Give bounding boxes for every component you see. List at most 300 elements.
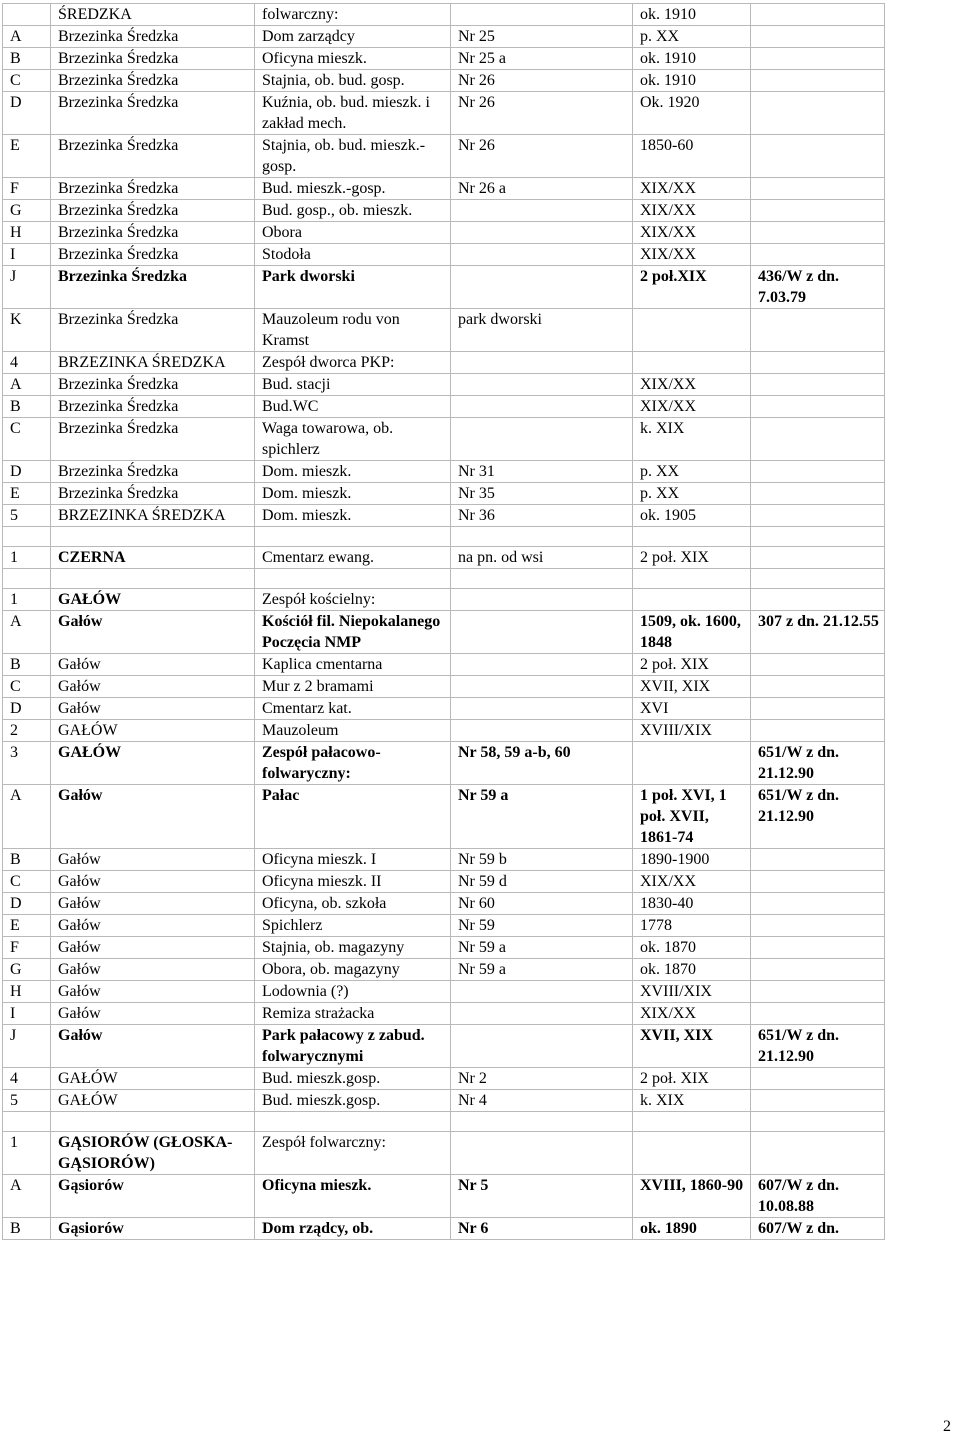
locality-cell: Gałów	[51, 871, 255, 893]
row-index-cell: 1	[3, 547, 51, 569]
address-cell	[451, 611, 633, 654]
row-index-cell: J	[3, 266, 51, 309]
empty-cell	[451, 569, 633, 589]
row-index-cell: A	[3, 374, 51, 396]
dating-cell: XVI	[633, 698, 751, 720]
dating-cell: XIX/XX	[633, 178, 751, 200]
locality-cell: CZERNA	[51, 547, 255, 569]
object-name-cell: Mauzoleum	[255, 720, 451, 742]
locality-cell: Gałów	[51, 785, 255, 849]
address-cell	[451, 244, 633, 266]
object-name-cell: Bud. mieszk.gosp.	[255, 1068, 451, 1090]
row-index-cell: I	[3, 244, 51, 266]
register-number-cell	[751, 374, 885, 396]
table-row	[3, 352, 885, 374]
dating-cell: k. XIX	[633, 1090, 751, 1112]
table-row	[3, 1090, 885, 1112]
register-number-cell	[751, 178, 885, 200]
object-name-cell: Oficyna mieszk. II	[255, 871, 451, 893]
address-cell: Nr 59 a	[451, 937, 633, 959]
register-number-cell	[751, 959, 885, 981]
dating-cell: XVII, XIX	[633, 676, 751, 698]
dating-cell: XVII, XIX	[633, 1025, 751, 1068]
register-number-cell	[751, 981, 885, 1003]
empty-cell	[3, 1112, 51, 1132]
register-number-cell	[751, 4, 885, 26]
table-row	[3, 70, 885, 92]
row-index-cell: C	[3, 418, 51, 461]
page-number: 2	[943, 1418, 951, 1435]
object-name-cell: Dom. mieszk.	[255, 461, 451, 483]
register-number-cell	[751, 396, 885, 418]
table-row	[3, 266, 885, 309]
address-cell: Nr 59 a	[451, 785, 633, 849]
locality-cell: Gałów	[51, 611, 255, 654]
object-name-cell: Bud. mieszk.gosp.	[255, 1090, 451, 1112]
row-index-cell: B	[3, 849, 51, 871]
row-index-cell: 5	[3, 505, 51, 527]
address-cell	[451, 654, 633, 676]
table-row	[3, 1218, 885, 1240]
row-index-cell: B	[3, 654, 51, 676]
table-row	[3, 4, 885, 26]
object-name-cell: Obora	[255, 222, 451, 244]
spacer-row	[3, 1112, 885, 1132]
object-name-cell: Kościół fil. Niepokalanego Poczęcia NMP	[255, 611, 451, 654]
table-row	[3, 26, 885, 48]
register-number-cell	[751, 1090, 885, 1112]
dating-cell: ok. 1890	[633, 1218, 751, 1240]
locality-cell: Brzezinka Średzka	[51, 200, 255, 222]
table-row	[3, 547, 885, 569]
object-name-cell: Pałac	[255, 785, 451, 849]
address-cell	[451, 374, 633, 396]
table-row	[3, 654, 885, 676]
table-row	[3, 698, 885, 720]
row-index-cell	[3, 4, 51, 26]
dating-cell: k. XIX	[633, 418, 751, 461]
dating-cell: XIX/XX	[633, 222, 751, 244]
register-number-cell	[751, 483, 885, 505]
address-cell	[451, 200, 633, 222]
address-cell: Nr 26	[451, 135, 633, 178]
table-row	[3, 742, 885, 785]
dating-cell: XVIII/XIX	[633, 981, 751, 1003]
register-number-cell: 607/W z dn. 10.08.88	[751, 1175, 885, 1218]
register-number-cell	[751, 698, 885, 720]
address-cell: Nr 26 a	[451, 178, 633, 200]
locality-cell: Gąsiorów	[51, 1175, 255, 1218]
locality-cell: Brzezinka Średzka	[51, 26, 255, 48]
empty-cell	[633, 569, 751, 589]
table-row	[3, 871, 885, 893]
address-cell	[451, 589, 633, 611]
table-row	[3, 611, 885, 654]
register-number-cell	[751, 505, 885, 527]
row-index-cell: 4	[3, 1068, 51, 1090]
locality-cell: Gałów	[51, 893, 255, 915]
address-cell: Nr 26	[451, 92, 633, 135]
row-index-cell: A	[3, 785, 51, 849]
table-row	[3, 396, 885, 418]
locality-cell: GAŁÓW	[51, 742, 255, 785]
object-name-cell: Oficyna mieszk.	[255, 48, 451, 70]
empty-cell	[3, 527, 51, 547]
table-row	[3, 849, 885, 871]
register-number-cell	[751, 547, 885, 569]
locality-cell: Gałów	[51, 676, 255, 698]
register-number-cell	[751, 720, 885, 742]
address-cell	[451, 720, 633, 742]
register-number-cell: 651/W z dn. 21.12.90	[751, 785, 885, 849]
dating-cell: Ok. 1920	[633, 92, 751, 135]
address-cell: Nr 26	[451, 70, 633, 92]
empty-cell	[451, 1112, 633, 1132]
monument-register-table	[2, 3, 885, 1240]
dating-cell: ok. 1905	[633, 505, 751, 527]
object-name-cell: Mur z 2 bramami	[255, 676, 451, 698]
register-number-cell	[751, 937, 885, 959]
register-number-cell	[751, 461, 885, 483]
object-name-cell: Dom rządcy, ob.	[255, 1218, 451, 1240]
locality-cell: Gałów	[51, 981, 255, 1003]
locality-cell: BRZEZINKA ŚREDZKA	[51, 352, 255, 374]
row-index-cell: A	[3, 611, 51, 654]
dating-cell: ok. 1910	[633, 70, 751, 92]
locality-cell: GĄSIORÓW (GŁOSKA-GĄSIORÓW)	[51, 1132, 255, 1175]
table-row	[3, 1175, 885, 1218]
dating-cell	[633, 309, 751, 352]
register-number-cell	[751, 849, 885, 871]
dating-cell	[633, 1132, 751, 1175]
row-index-cell: G	[3, 959, 51, 981]
register-number-cell	[751, 676, 885, 698]
locality-cell: Brzezinka Średzka	[51, 92, 255, 135]
empty-cell	[633, 1112, 751, 1132]
object-name-cell: Obora, ob. magazyny	[255, 959, 451, 981]
empty-cell	[751, 569, 885, 589]
register-number-cell	[751, 871, 885, 893]
empty-cell	[451, 527, 633, 547]
row-index-cell: A	[3, 26, 51, 48]
row-index-cell: F	[3, 937, 51, 959]
object-name-cell: Bud.WC	[255, 396, 451, 418]
dating-cell: 2 poł. XIX	[633, 654, 751, 676]
object-name-cell: Park dworski	[255, 266, 451, 309]
locality-cell: Gałów	[51, 915, 255, 937]
row-index-cell: D	[3, 893, 51, 915]
register-number-cell	[751, 244, 885, 266]
dating-cell: XVIII, 1860-90	[633, 1175, 751, 1218]
table-row	[3, 48, 885, 70]
row-index-cell: D	[3, 92, 51, 135]
register-number-cell	[751, 1068, 885, 1090]
locality-cell: Brzezinka Średzka	[51, 396, 255, 418]
row-index-cell: 4	[3, 352, 51, 374]
register-number-cell	[751, 352, 885, 374]
address-cell	[451, 676, 633, 698]
table-row	[3, 483, 885, 505]
locality-cell: Gałów	[51, 937, 255, 959]
register-number-cell: 436/W z dn. 7.03.79	[751, 266, 885, 309]
empty-cell	[51, 527, 255, 547]
table-row	[3, 222, 885, 244]
object-name-cell: Oficyna mieszk. I	[255, 849, 451, 871]
register-number-cell: 651/W z dn. 21.12.90	[751, 742, 885, 785]
table-row	[3, 1068, 885, 1090]
row-index-cell: H	[3, 222, 51, 244]
address-cell: Nr 59	[451, 915, 633, 937]
row-index-cell: 3	[3, 742, 51, 785]
address-cell: park dworski	[451, 309, 633, 352]
register-number-cell	[751, 26, 885, 48]
dating-cell: XIX/XX	[633, 871, 751, 893]
register-number-cell	[751, 135, 885, 178]
table-row	[3, 915, 885, 937]
row-index-cell: D	[3, 698, 51, 720]
locality-cell: Brzezinka Średzka	[51, 309, 255, 352]
row-index-cell: B	[3, 1218, 51, 1240]
table-row	[3, 461, 885, 483]
table-row	[3, 1132, 885, 1175]
dating-cell: p. XX	[633, 483, 751, 505]
row-index-cell: F	[3, 178, 51, 200]
address-cell: Nr 4	[451, 1090, 633, 1112]
locality-cell: GAŁÓW	[51, 589, 255, 611]
empty-cell	[255, 1112, 451, 1132]
locality-cell: Gąsiorów	[51, 1218, 255, 1240]
address-cell: Nr 6	[451, 1218, 633, 1240]
object-name-cell: Zespół folwarczny:	[255, 1132, 451, 1175]
register-number-cell	[751, 893, 885, 915]
table-row	[3, 374, 885, 396]
locality-cell: Gałów	[51, 1003, 255, 1025]
spacer-row	[3, 569, 885, 589]
dating-cell: 2 poł. XIX	[633, 1068, 751, 1090]
object-name-cell: Stajnia, ob. magazyny	[255, 937, 451, 959]
dating-cell: p. XX	[633, 26, 751, 48]
locality-cell: Brzezinka Średzka	[51, 483, 255, 505]
address-cell	[451, 352, 633, 374]
address-cell: Nr 2	[451, 1068, 633, 1090]
register-number-cell: 307 z dn. 21.12.55	[751, 611, 885, 654]
address-cell: Nr 59 d	[451, 871, 633, 893]
object-name-cell: Bud. stacji	[255, 374, 451, 396]
table-row	[3, 244, 885, 266]
table-row	[3, 589, 885, 611]
register-number-cell	[751, 1003, 885, 1025]
row-index-cell: 5	[3, 1090, 51, 1112]
locality-cell: BRZEZINKA ŚREDZKA	[51, 505, 255, 527]
object-name-cell: Waga towarowa, ob. spichlerz	[255, 418, 451, 461]
dating-cell: ok. 1910	[633, 48, 751, 70]
dating-cell: XIX/XX	[633, 200, 751, 222]
dating-cell: 1509, ok. 1600, 1848	[633, 611, 751, 654]
register-number-cell	[751, 589, 885, 611]
dating-cell: XVIII/XIX	[633, 720, 751, 742]
address-cell	[451, 222, 633, 244]
row-index-cell: E	[3, 915, 51, 937]
object-name-cell: Park pałacowy z zabud. folwarycznymi	[255, 1025, 451, 1068]
register-number-cell	[751, 70, 885, 92]
dating-cell: 2 poł. XIX	[633, 547, 751, 569]
table-row	[3, 676, 885, 698]
dating-cell	[633, 589, 751, 611]
address-cell: na pn. od wsi	[451, 547, 633, 569]
row-index-cell: K	[3, 309, 51, 352]
empty-cell	[633, 527, 751, 547]
object-name-cell: Bud. mieszk.-gosp.	[255, 178, 451, 200]
register-number-cell	[751, 418, 885, 461]
object-name-cell: Cmentarz ewang.	[255, 547, 451, 569]
dating-cell: XIX/XX	[633, 244, 751, 266]
register-number-cell	[751, 222, 885, 244]
table-row	[3, 178, 885, 200]
object-name-cell: Zespół pałacowo-folwaryczny:	[255, 742, 451, 785]
address-cell	[451, 1132, 633, 1175]
address-cell: Nr 25	[451, 26, 633, 48]
table-row	[3, 785, 885, 849]
row-index-cell: D	[3, 461, 51, 483]
register-number-cell	[751, 48, 885, 70]
dating-cell: 1778	[633, 915, 751, 937]
row-index-cell: 1	[3, 589, 51, 611]
dating-cell: ok. 1870	[633, 937, 751, 959]
locality-cell: Gałów	[51, 959, 255, 981]
locality-cell: Brzezinka Średzka	[51, 266, 255, 309]
dating-cell: XIX/XX	[633, 374, 751, 396]
row-index-cell: C	[3, 676, 51, 698]
object-name-cell: Oficyna mieszk.	[255, 1175, 451, 1218]
register-number-cell: 651/W z dn. 21.12.90	[751, 1025, 885, 1068]
table-row	[3, 959, 885, 981]
empty-cell	[751, 1112, 885, 1132]
locality-cell: ŚREDZKA	[51, 4, 255, 26]
object-name-cell: Dom zarządcy	[255, 26, 451, 48]
address-cell	[451, 698, 633, 720]
row-index-cell: 1	[3, 1132, 51, 1175]
object-name-cell: Stodoła	[255, 244, 451, 266]
register-number-cell: 607/W z dn.	[751, 1218, 885, 1240]
object-name-cell: Mauzoleum rodu von Kramst	[255, 309, 451, 352]
object-name-cell: Zespół dworca PKP:	[255, 352, 451, 374]
locality-cell: Brzezinka Średzka	[51, 244, 255, 266]
table-row	[3, 1025, 885, 1068]
dating-cell: 1830-40	[633, 893, 751, 915]
dating-cell: 1890-1900	[633, 849, 751, 871]
locality-cell: GAŁÓW	[51, 1068, 255, 1090]
locality-cell: Gałów	[51, 698, 255, 720]
address-cell: Nr 58, 59 a-b, 60	[451, 742, 633, 785]
table-row	[3, 92, 885, 135]
row-index-cell: H	[3, 981, 51, 1003]
address-cell: Nr 60	[451, 893, 633, 915]
object-name-cell: folwarczny:	[255, 4, 451, 26]
row-index-cell: C	[3, 70, 51, 92]
row-index-cell: B	[3, 48, 51, 70]
object-name-cell: Oficyna, ob. szkoła	[255, 893, 451, 915]
address-cell: Nr 5	[451, 1175, 633, 1218]
object-name-cell: Stajnia, ob. bud. mieszk.-gosp.	[255, 135, 451, 178]
row-index-cell: I	[3, 1003, 51, 1025]
address-cell	[451, 1003, 633, 1025]
address-cell: Nr 35	[451, 483, 633, 505]
row-index-cell: G	[3, 200, 51, 222]
locality-cell: Gałów	[51, 1025, 255, 1068]
empty-cell	[255, 569, 451, 589]
dating-cell: p. XX	[633, 461, 751, 483]
object-name-cell: Spichlerz	[255, 915, 451, 937]
locality-cell: GAŁÓW	[51, 1090, 255, 1112]
address-cell	[451, 981, 633, 1003]
object-name-cell: Dom. mieszk.	[255, 483, 451, 505]
empty-cell	[51, 569, 255, 589]
table-row	[3, 200, 885, 222]
empty-cell	[51, 1112, 255, 1132]
address-cell	[451, 266, 633, 309]
table-row	[3, 981, 885, 1003]
table-row	[3, 135, 885, 178]
register-number-cell	[751, 654, 885, 676]
dating-cell: XIX/XX	[633, 1003, 751, 1025]
locality-cell: Brzezinka Średzka	[51, 461, 255, 483]
row-index-cell: A	[3, 1175, 51, 1218]
table-row	[3, 720, 885, 742]
dating-cell: 1850-60	[633, 135, 751, 178]
registry-body	[3, 4, 885, 1240]
row-index-cell: E	[3, 483, 51, 505]
empty-cell	[3, 569, 51, 589]
table-row	[3, 505, 885, 527]
row-index-cell: J	[3, 1025, 51, 1068]
address-cell: Nr 25 a	[451, 48, 633, 70]
locality-cell: Brzezinka Średzka	[51, 418, 255, 461]
address-cell	[451, 396, 633, 418]
register-number-cell	[751, 200, 885, 222]
address-cell: Nr 31	[451, 461, 633, 483]
address-cell	[451, 4, 633, 26]
object-name-cell: Remiza strażacka	[255, 1003, 451, 1025]
locality-cell: GAŁÓW	[51, 720, 255, 742]
spacer-row	[3, 527, 885, 547]
address-cell: Nr 36	[451, 505, 633, 527]
row-index-cell: E	[3, 135, 51, 178]
dating-cell: XIX/XX	[633, 396, 751, 418]
object-name-cell: Stajnia, ob. bud. gosp.	[255, 70, 451, 92]
object-name-cell: Zespół kościelny:	[255, 589, 451, 611]
locality-cell: Brzezinka Średzka	[51, 48, 255, 70]
address-cell	[451, 1025, 633, 1068]
locality-cell: Brzezinka Średzka	[51, 70, 255, 92]
register-number-cell	[751, 309, 885, 352]
locality-cell: Gałów	[51, 654, 255, 676]
object-name-cell: Cmentarz kat.	[255, 698, 451, 720]
object-name-cell: Kuźnia, ob. bud. mieszk. i zakład mech.	[255, 92, 451, 135]
address-cell: Nr 59 a	[451, 959, 633, 981]
table-row	[3, 1003, 885, 1025]
row-index-cell: C	[3, 871, 51, 893]
object-name-cell: Lodownia (?)	[255, 981, 451, 1003]
register-number-cell	[751, 1132, 885, 1175]
address-cell: Nr 59 b	[451, 849, 633, 871]
register-number-cell	[751, 92, 885, 135]
locality-cell: Brzezinka Średzka	[51, 135, 255, 178]
object-name-cell: Dom. mieszk.	[255, 505, 451, 527]
row-index-cell: B	[3, 396, 51, 418]
dating-cell	[633, 352, 751, 374]
dating-cell: ok. 1910	[633, 4, 751, 26]
table-row	[3, 309, 885, 352]
